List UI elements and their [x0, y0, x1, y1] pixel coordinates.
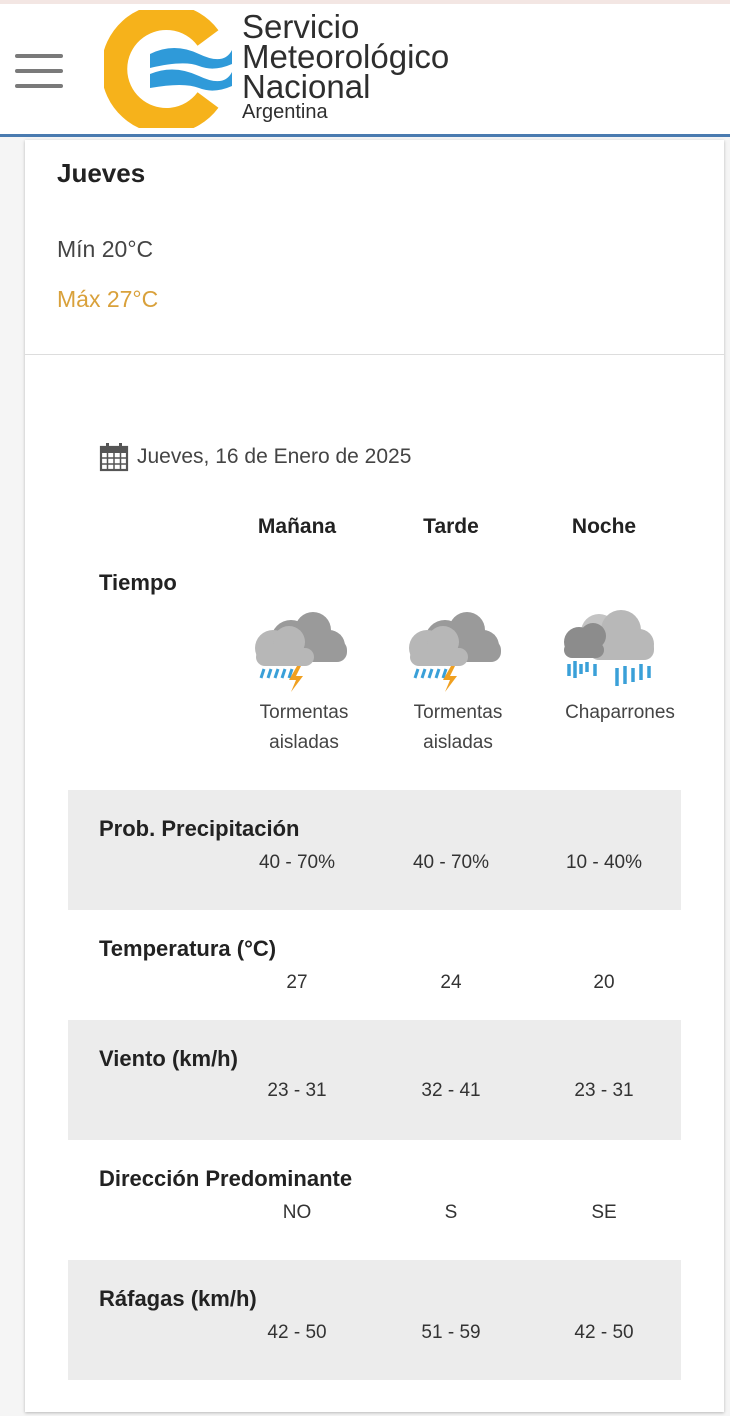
row-wind: [68, 1020, 681, 1140]
row-value: 32 - 41: [421, 1080, 481, 1101]
row-value: 42 - 50: [267, 1322, 327, 1343]
row-value: 40 - 70%: [412, 852, 490, 873]
row-direction: [68, 1140, 681, 1260]
row-label: Dirección Predominante: [99, 1166, 353, 1191]
storm-cloud-icon: [251, 606, 351, 692]
weather-desc-night: Chaparrones: [565, 702, 675, 723]
smn-logo-mark: [104, 10, 234, 128]
org-line2: Meteorológico: [242, 38, 450, 75]
date-row: [99, 442, 411, 472]
calendar-icon: [99, 442, 129, 472]
forecast-card: [25, 140, 724, 1412]
column-night: Noche: [571, 515, 637, 538]
column-morning: Mañana: [257, 515, 337, 538]
org-country: Argentina: [242, 101, 328, 123]
weather-desc-morning: Tormentas aisladas: [259, 702, 349, 753]
org-line3: Nacional: [242, 68, 371, 105]
row-value: 24: [440, 972, 462, 993]
day-title: Jueves: [57, 158, 146, 188]
row-gusts: [68, 1260, 681, 1380]
row-value: 27: [286, 972, 308, 993]
row-value: 42 - 50: [574, 1322, 634, 1343]
org-name: [242, 10, 449, 122]
row-temperature: [68, 910, 681, 1030]
org-line1: Servicio: [242, 8, 360, 45]
tiempo-label: Tiempo: [99, 570, 177, 595]
row-precipitation: [68, 790, 681, 910]
column-afternoon: Tarde: [423, 515, 479, 538]
smn-logo[interactable]: [104, 10, 476, 128]
row-value: 23 - 31: [574, 1080, 634, 1101]
header: [0, 4, 730, 137]
forecast-date: Jueves, 16 de Enero de 2025: [137, 445, 412, 468]
row-value: 51 - 59: [421, 1322, 481, 1343]
row-value: 23 - 31: [267, 1080, 327, 1101]
row-value: SE: [591, 1202, 617, 1223]
weather-desc-afternoon: Tormentas aisladas: [413, 702, 503, 753]
row-value: 20: [593, 972, 615, 993]
row-value: NO: [282, 1202, 312, 1223]
min-temp: Mín 20°C: [57, 236, 154, 262]
row-label: Temperatura (°C): [99, 936, 277, 961]
row-label: Prob. Precipitación: [99, 816, 300, 841]
storm-cloud-icon: [405, 606, 505, 692]
max-temp: Máx 27°C: [57, 286, 159, 312]
showers-cloud-icon: [559, 606, 659, 692]
row-value: 40 - 70%: [258, 852, 336, 873]
row-value: S: [444, 1202, 458, 1223]
row-label: Viento (km/h): [99, 1046, 238, 1071]
row-label: Ráfagas (km/h): [99, 1286, 257, 1311]
divider: [25, 354, 724, 355]
row-value: 10 - 40%: [565, 852, 643, 873]
menu-icon[interactable]: [15, 54, 63, 88]
